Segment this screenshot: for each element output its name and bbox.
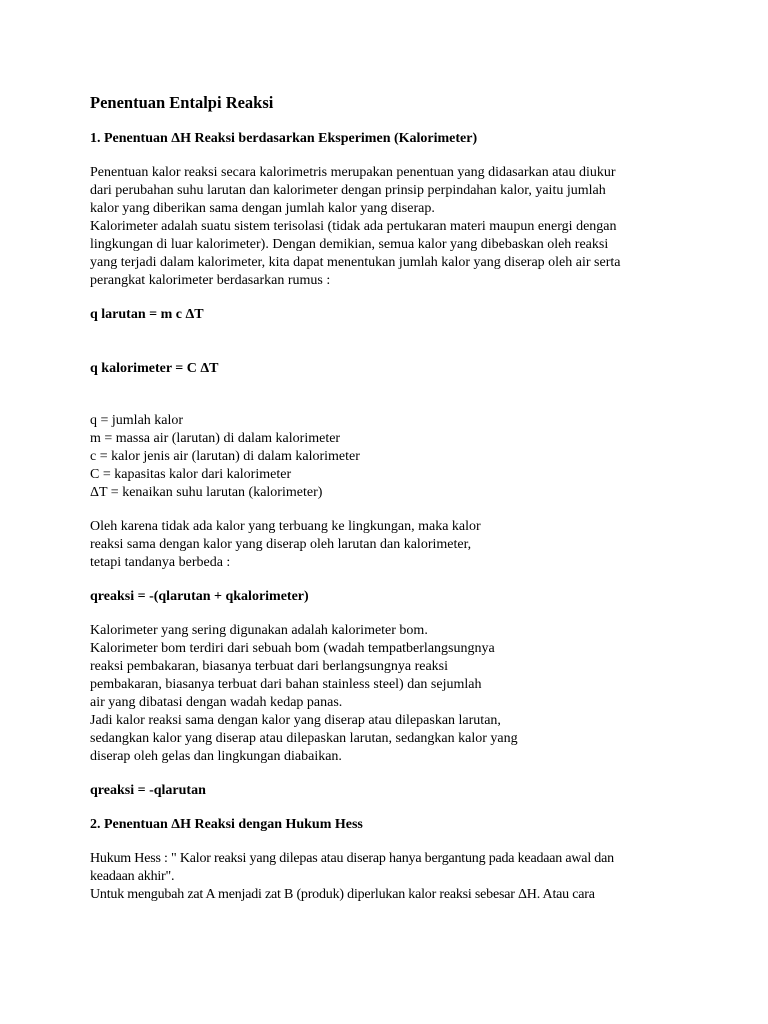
- section-2-paragraph-1: [90, 850, 680, 904]
- text-line: reaksi sama dengan kalor yang diserap oleh larutan dan kalorimeter,: [90, 537, 472, 552]
- text-line: Jadi kalor reaksi sama dengan kalor yang diserap atau dilepaskan larutan,: [90, 713, 501, 728]
- text-line: perangkat kalorimeter berdasarkan rumus :: [90, 273, 331, 288]
- section-1-paragraph-3: [90, 622, 680, 766]
- document-title: Penentuan Entalpi Reaksi: [90, 93, 274, 112]
- text-line: Penentuan kalor reaksi secara kalorimetris merupakan penentuan yang didasarkan atau diukur: [90, 165, 616, 180]
- text-line: sedangkan kalor yang diserap atau dilepaskan larutan, sedangkan kalor yang: [90, 731, 518, 746]
- definition-item: C = kapasitas kalor dari kalorimeter: [90, 467, 292, 482]
- definitions-list: [90, 412, 680, 502]
- definition-item: q = jumlah kalor: [90, 413, 184, 428]
- formula-q-larutan: q larutan = m c ΔT: [90, 307, 204, 322]
- text-line: reaksi pembakaran, biasanya terbuat dari berlangsungnya reaksi: [90, 659, 449, 674]
- formula-q-kalorimeter: q kalorimeter = C ΔT: [90, 361, 219, 376]
- text-line: air yang dibatasi dengan wadah kedap panas.: [90, 695, 343, 710]
- text-line: Oleh karena tidak ada kalor yang terbuang ke lingkungan, maka kalor: [90, 519, 481, 534]
- definition-item: ΔT = kenaikan suhu larutan (kalorimeter): [90, 485, 323, 500]
- text-line: lingkungan di luar kalorimeter). Dengan demikian, semua kalor yang dibebaskan oleh reaksi: [90, 237, 609, 252]
- formula-q-reaksi-larutan: qreaksi = -qlarutan: [90, 783, 206, 798]
- text-line: yang terjadi dalam kalorimeter, kita dapat menentukan jumlah kalor yang diserap oleh air serta: [90, 255, 621, 270]
- text-line: dari perubahan suhu larutan dan kalorimeter dengan prinsip perpindahan kalor, yaitu jumlah: [90, 183, 606, 198]
- text-line: keadaan akhir".: [90, 869, 175, 884]
- text-line: kalor yang diberikan sama dengan jumlah kalor yang diserap.: [90, 201, 435, 216]
- text-line: pembakaran, biasanya terbuat dari bahan stainless steel) dan sejumlah: [90, 677, 482, 692]
- formula-q-reaksi-total: qreaksi = -(qlarutan + qkalorimeter): [90, 589, 309, 604]
- section-1-paragraph-1: [90, 164, 680, 290]
- text-line: Kalorimeter bom terdiri dari sebuah bom (wadah tempatberlangsungnya: [90, 641, 495, 656]
- section-1-heading: 1. Penentuan ΔH Reaksi berdasarkan Eksperimen (Kalorimeter): [90, 131, 478, 146]
- section-1-paragraph-2: [90, 518, 680, 572]
- text-line: tetapi tandanya berbeda :: [90, 555, 231, 570]
- text-line: Hukum Hess : " Kalor reaksi yang dilepas atau diserap hanya bergantung pada keadaan awal dan: [90, 851, 614, 866]
- definition-item: m = massa air (larutan) di dalam kalorimeter: [90, 431, 341, 446]
- text-line: diserap oleh gelas dan lingkungan diabaikan.: [90, 749, 342, 764]
- document-content: [90, 92, 680, 920]
- text-line: Untuk mengubah zat A menjadi zat B (produk) diperlukan kalor reaksi sebesar ΔH. Atau cara: [90, 887, 595, 902]
- text-line: Kalorimeter adalah suatu sistem terisolasi (tidak ada pertukaran materi maupun energi dengan: [90, 219, 617, 234]
- definition-item: c = kalor jenis air (larutan) di dalam kalorimeter: [90, 449, 360, 464]
- text-line: Kalorimeter yang sering digunakan adalah kalorimeter bom.: [90, 623, 428, 638]
- section-2-heading: 2. Penentuan ΔH Reaksi dengan Hukum Hess: [90, 817, 363, 832]
